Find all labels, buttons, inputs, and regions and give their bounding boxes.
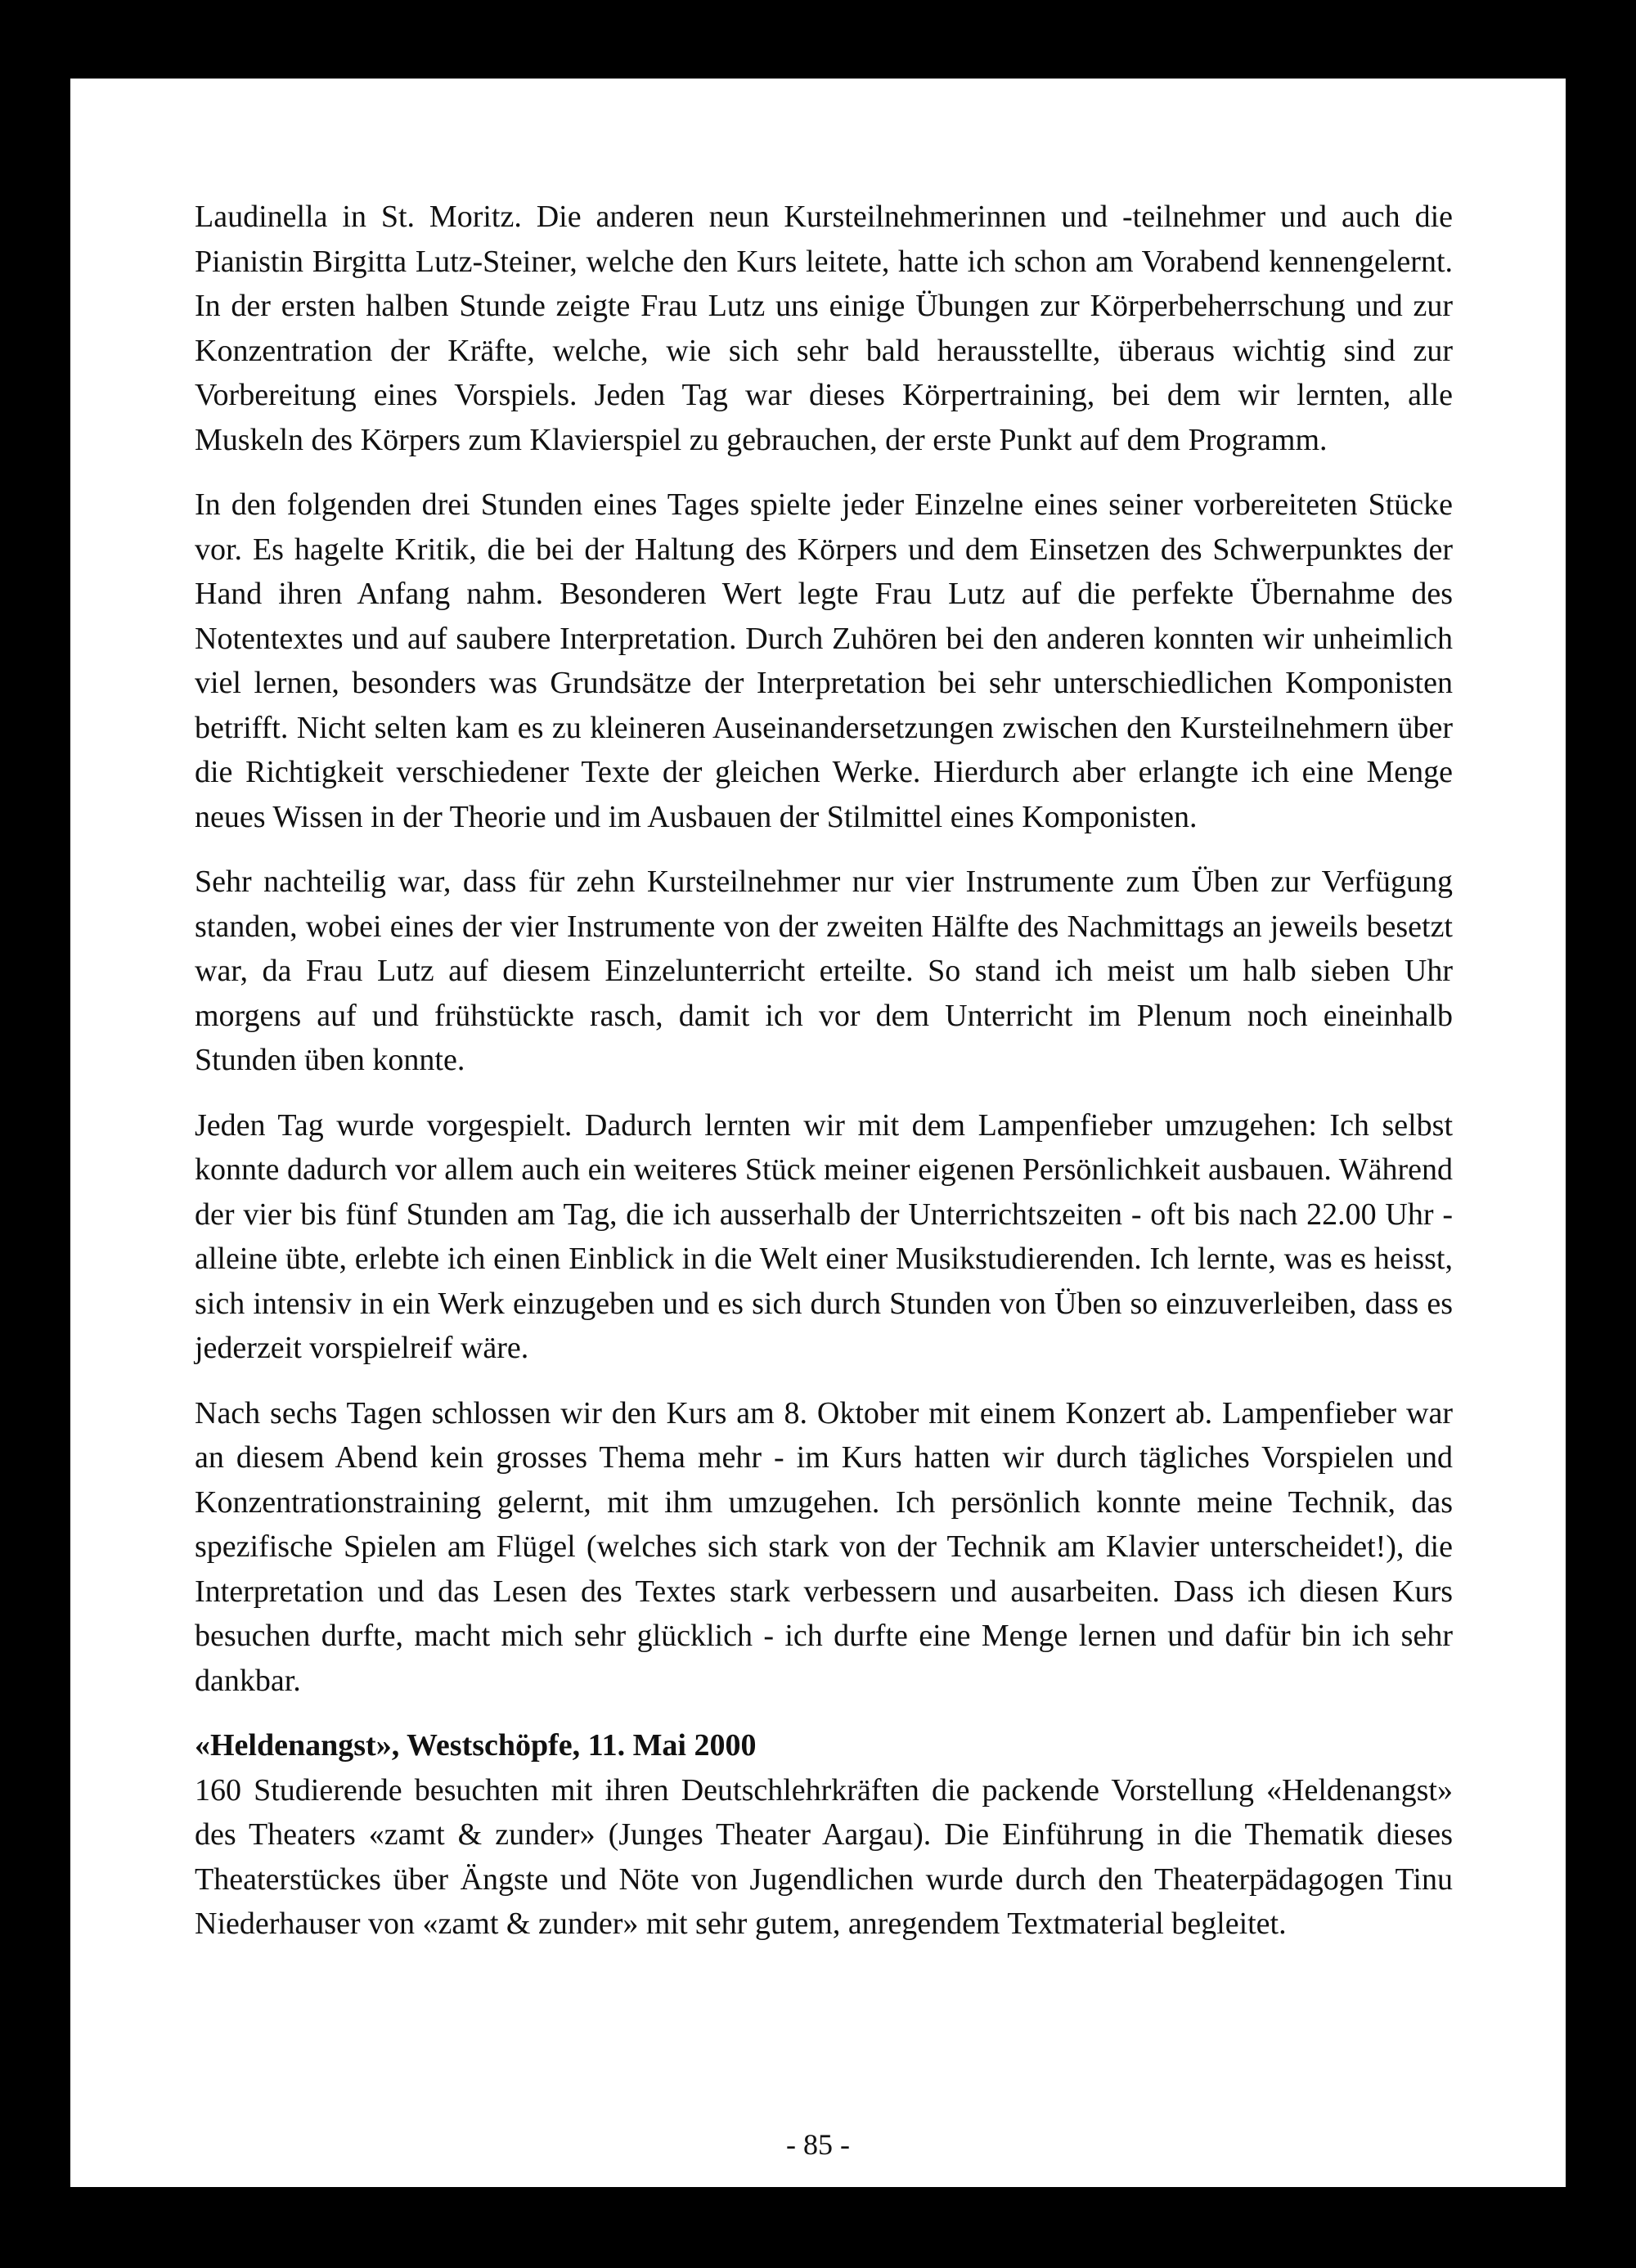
page-number: - 85 - — [786, 2128, 850, 2161]
body-text — [195, 195, 1453, 1967]
paragraph-final-concert: Nach sechs Tagen schlossen wir den Kurs am 8. Oktober mit einem Konzert ab. Lampenfieber war an diesem Abend kein grosses Thema mehr - im Kurs hatten wir durch tägliches Vorspielen und Konzentrationstraining gelernt, mit ihm umzugehen. Ich persönlich konnte meine Technik, das spezifische Spielen am Flügel (welches sich stark von der Technik am Klavier unterscheidet!), die Interpretation und das Lesen des Textes stark verbessern und ausarbeiten. Dass ich diesen Kurs besuchen durfte, macht mich sehr glücklich - ich durfte eine Menge lernen und dafür bin ich sehr dankbar. — [195, 1395, 1453, 1698]
paragraph-heldenangst: 160 Studierende besuchten mit ihren Deutschlehrkräften die packende Vorstellung «Heldenangst» des Theaters «zamt & zunder» (Junges Theater Aargau). Die Einführung in die Thematik dieses Theaterstückes über Ängste und Nöte von Jugendlichen wurde durch den Theaterpädagogen Tinu Niederhauser von «zamt & zunder» mit sehr gutem, anregendem Textmaterial begleitet. — [195, 1772, 1453, 1941]
paragraph-daily-performances: In den folgenden drei Stunden eines Tages spielte jeder Einzelne eines seiner vorbereiteten Stücke vor. Es hagelte Kritik, die bei der Haltung des Körpers und dem Einsetzen des Schwerpunktes der Hand ihren Anfang nahm. Besonderen Wert legte Frau Lutz auf die perfekte Übernahme des Notentextes und auf saubere Interpretation. Durch Zuhören bei den anderen konnten wir unheimlich viel lernen, besonders was Grundsätze der Interpretation bei sehr unterschiedlichen Komponisten betrifft. Nicht selten kam es zu kleineren Auseinandersetzungen zwischen den Kursteilnehmern über die Richtigkeit verschiedener Texte der gleichen Werke. Hierdurch aber erlangte ich eine Menge neues Wissen in der Theorie und im Ausbauen der Stilmittel eines Komponisten. — [195, 487, 1453, 834]
paragraph-practice-instruments: Sehr nachteilig war, dass für zehn Kursteilnehmer nur vier Instrumente zum Üben zur Verfügung standen, wobei eines der vier Instrumente von der zweiten Hälfte des Nachmittags an jeweils besetzt war, da Frau Lutz auf diesem Einzelunterricht erteilte. So stand ich meist um halb sieben Uhr morgens auf und frühstückte rasch, damit ich vor dem Unterricht im Plenum noch eineinhalb Stunden üben konnte. — [195, 865, 1453, 1077]
paragraph-stage-fright: Jeden Tag wurde vorgespielt. Dadurch lernten wir mit dem Lampenfieber umzugehen: Ich selbst konnte dadurch vor allem auch ein weiteres Stück meiner eigenen Persönlichkeit ausbauen. Während der vier bis fünf Stunden am Tag, die ich ausserhalb der Unterrichtszeiten - oft bis nach 22.00 Uhr - alleine übte, erlebte ich einen Einblick in die Welt einer Musikstudierenden. Ich lernte, was es heisst, sich intensiv in ein Werk einzugeben und es sich durch Stunden von Üben so einzuverleiben, dass es jederzeit vorspielreif wäre. — [195, 1107, 1453, 1365]
paragraph-course-intro: Laudinella in St. Moritz. Die anderen neun Kursteilnehmerinnen und -teilnehmer und auch die Pianistin Birgitta Lutz-Steiner, welche den Kurs leitete, hatte ich schon am Vorabend kennengelernt. In der ersten halben Stunde zeigte Frau Lutz uns einige Übungen zur Körperbeherrschung und zur Konzentration der Kräfte, welche, wie sich sehr bald herausstellte, überaus wichtig sind zur Vorbereitung eines Vorspiels. Jeden Tag war dieses Körpertraining, bei dem wir lernten, alle Muskeln des Körpers zum Klavierspiel zu gebrauchen, der erste Punkt auf dem Programm. — [195, 200, 1453, 457]
document-page — [70, 79, 1566, 2187]
section-heading: «Heldenangst», Westschöpfe, 11. Mai 2000 — [195, 1728, 757, 1763]
